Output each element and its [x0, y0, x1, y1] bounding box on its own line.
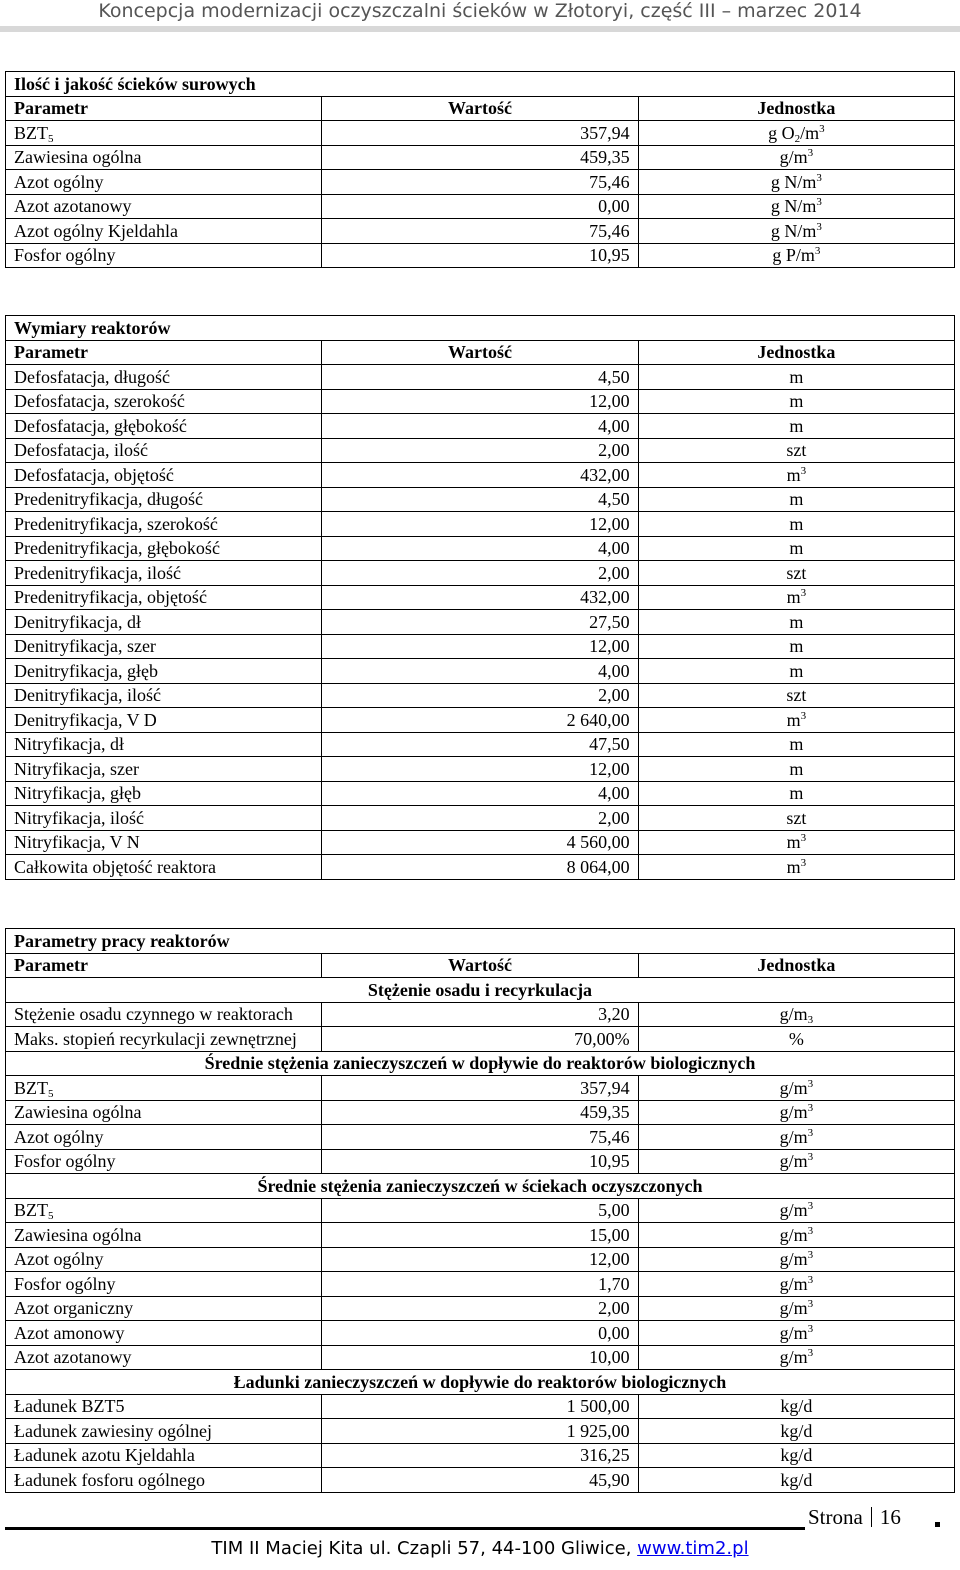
- value-cell: 2,00: [322, 806, 638, 831]
- value-cell: 75,46: [322, 219, 638, 244]
- unit-cell: $g/m^3$: [638, 1076, 954, 1101]
- unit-cell: $g/m^3$: [638, 1149, 954, 1174]
- table-row: [6, 145, 955, 170]
- table-row: [6, 219, 955, 244]
- table-row: [6, 634, 955, 659]
- footer-rule: [5, 1527, 805, 1530]
- unit-cell: m: [638, 634, 954, 659]
- value-cell: 10,95: [322, 243, 638, 268]
- footer-website-link[interactable]: www.tim2.pl: [637, 1538, 749, 1559]
- table-row: [6, 1149, 955, 1174]
- value-cell: 4,00: [322, 536, 638, 561]
- column-header-parametr: Parametr: [6, 953, 322, 978]
- unit-cell: $g/m^3$: [638, 1100, 954, 1125]
- parameter-cell: Defosfatacja, głębokość: [6, 414, 322, 439]
- unit-cell: szt: [638, 561, 954, 586]
- table-title-row: [6, 72, 955, 97]
- table-row: [6, 1321, 955, 1346]
- table-title-row: [6, 316, 955, 341]
- reactor-dimensions-table: [5, 315, 955, 880]
- parameter-cell: Ładunek zawiesiny ogólnej: [6, 1419, 322, 1444]
- table-row: [6, 585, 955, 610]
- section-heading: Średnie stężenia zanieczyszczeń w dopływie do reaktorów biologicznych: [6, 1051, 955, 1076]
- unit-cell: m: [638, 487, 954, 512]
- unit-cell: kg/d: [638, 1443, 954, 1468]
- value-cell: 4,50: [322, 365, 638, 390]
- parameter-cell: Zawiesina ogólna: [6, 1100, 322, 1125]
- parameter-cell: Defosfatacja, długość: [6, 365, 322, 390]
- value-cell: 316,25: [322, 1443, 638, 1468]
- unit-cell: szt: [638, 806, 954, 831]
- parameter-cell: $BZT_5$: [6, 1076, 322, 1101]
- column-header-jednostka: Jednostka: [638, 340, 954, 365]
- column-header-parametr: Parametr: [6, 96, 322, 121]
- value-cell: 45,90: [322, 1468, 638, 1493]
- column-header-jednostka: Jednostka: [638, 953, 954, 978]
- parameter-cell: Defosfatacja, objętość: [6, 463, 322, 488]
- unit-cell: g $O_2/m^3$: [638, 121, 954, 146]
- parameter-cell: Denitryfikacja, dł: [6, 610, 322, 635]
- parameter-cell: Predenitryfikacja, długość: [6, 487, 322, 512]
- section-row: [6, 978, 955, 1003]
- table-row: [6, 1443, 955, 1468]
- unit-cell: $m^3$: [638, 855, 954, 880]
- parameter-cell: Azot ogólny Kjeldahla: [6, 219, 322, 244]
- unit-cell: $g/m_3$: [638, 1002, 954, 1027]
- table-row: [6, 610, 955, 635]
- value-cell: 0,00: [322, 194, 638, 219]
- parameter-cell: Maks. stopień recyrkulacji zewnętrznej: [6, 1027, 322, 1052]
- value-cell: 0,00: [322, 1321, 638, 1346]
- table-row: [6, 781, 955, 806]
- table-row: [6, 1125, 955, 1150]
- value-cell: 70,00%: [322, 1027, 638, 1052]
- section-row: [6, 1370, 955, 1395]
- value-cell: 4,00: [322, 781, 638, 806]
- parameter-cell: Stężenie osadu czynnego w reaktorach: [6, 1002, 322, 1027]
- unit-cell: m: [638, 732, 954, 757]
- unit-cell: $g/m^3$: [638, 1247, 954, 1272]
- page-label: Strona: [808, 1505, 863, 1529]
- parameter-cell: Predenitryfikacja, ilość: [6, 561, 322, 586]
- value-cell: 8 064,00: [322, 855, 638, 880]
- table-row: [6, 830, 955, 855]
- table-row: [6, 1468, 955, 1493]
- value-cell: 12,00: [322, 634, 638, 659]
- unit-cell: %: [638, 1027, 954, 1052]
- parameter-cell: Zawiesina ogólna: [6, 1223, 322, 1248]
- parameter-cell: Azot ogólny: [6, 170, 322, 195]
- parameter-cell: Predenitryfikacja, szerokość: [6, 512, 322, 537]
- unit-cell: szt: [638, 438, 954, 463]
- table-row: [6, 1345, 955, 1370]
- table-row: [6, 121, 955, 146]
- table-row: [6, 1247, 955, 1272]
- parameter-cell: Azot ogólny: [6, 1125, 322, 1150]
- parameter-cell: Całkowita objętość reaktora: [6, 855, 322, 880]
- parameter-cell: Fosfor ogólny: [6, 243, 322, 268]
- footer-address-text: TIM II Maciej Kita ul. Czapli 57, 44-100 Gliwice,: [211, 1538, 638, 1559]
- unit-cell: m: [638, 536, 954, 561]
- unit-cell: $m^3$: [638, 463, 954, 488]
- unit-cell: m: [638, 757, 954, 782]
- unit-cell: g $P/m^3$: [638, 243, 954, 268]
- table-header-row: [6, 96, 955, 121]
- parameter-cell: $BZT_5$: [6, 1198, 322, 1223]
- table-row: [6, 389, 955, 414]
- unit-cell: kg/d: [638, 1468, 954, 1493]
- parameter-cell: Azot ogólny: [6, 1247, 322, 1272]
- table-row: [6, 708, 955, 733]
- unit-cell: $g/m^3$: [638, 1272, 954, 1297]
- page-number-value: 16: [879, 1505, 901, 1529]
- unit-cell: $m^3$: [638, 830, 954, 855]
- table-title: Ilość i jakość ścieków surowych: [6, 72, 955, 97]
- value-cell: 5,00: [322, 1198, 638, 1223]
- value-cell: 432,00: [322, 463, 638, 488]
- column-header-wartosc: Wartość: [322, 953, 638, 978]
- value-cell: 75,46: [322, 170, 638, 195]
- table-row: [6, 170, 955, 195]
- section-row: [6, 1174, 955, 1199]
- parameter-cell: Azot azotanowy: [6, 194, 322, 219]
- table-row: [6, 1027, 955, 1052]
- unit-cell: $g/m^3$: [638, 1198, 954, 1223]
- unit-cell: m: [638, 414, 954, 439]
- value-cell: 4,00: [322, 659, 638, 684]
- parameter-cell: Azot organiczny: [6, 1296, 322, 1321]
- table-row: [6, 1198, 955, 1223]
- parameter-cell: Azot azotanowy: [6, 1345, 322, 1370]
- unit-cell: $g/m^3$: [638, 145, 954, 170]
- section-heading: Ładunki zanieczyszczeń w dopływie do reaktorów biologicznych: [6, 1370, 955, 1395]
- table-row: [6, 855, 955, 880]
- section-heading: Średnie stężenia zanieczyszczeń w ściekach oczyszczonych: [6, 1174, 955, 1199]
- parameter-cell: Denitryfikacja, V D: [6, 708, 322, 733]
- unit-cell: g $N/m^3$: [638, 219, 954, 244]
- value-cell: 357,94: [322, 1076, 638, 1101]
- table-row: [6, 659, 955, 684]
- value-cell: 459,35: [322, 145, 638, 170]
- parameter-cell: Zawiesina ogólna: [6, 145, 322, 170]
- reactor-operation-table: [5, 928, 955, 1493]
- parameter-cell: Ładunek azotu Kjeldahla: [6, 1443, 322, 1468]
- table-title-row: [6, 929, 955, 954]
- table-title: Wymiary reaktorów: [6, 316, 955, 341]
- unit-cell: m: [638, 781, 954, 806]
- page-divider: [871, 1507, 872, 1527]
- value-cell: 12,00: [322, 757, 638, 782]
- unit-cell: g $N/m^3$: [638, 194, 954, 219]
- unit-cell: $m^3$: [638, 585, 954, 610]
- value-cell: 47,50: [322, 732, 638, 757]
- table-row: [6, 561, 955, 586]
- parameter-cell: Defosfatacja, szerokość: [6, 389, 322, 414]
- table-row: [6, 1394, 955, 1419]
- parameter-cell: Defosfatacja, ilość: [6, 438, 322, 463]
- value-cell: 2,00: [322, 438, 638, 463]
- table-row: [6, 194, 955, 219]
- value-cell: 2,00: [322, 1296, 638, 1321]
- table-row: [6, 732, 955, 757]
- parameter-cell: Nitryfikacja, szer: [6, 757, 322, 782]
- unit-cell: m: [638, 610, 954, 635]
- table-row: [6, 1296, 955, 1321]
- parameter-cell: Predenitryfikacja, objętość: [6, 585, 322, 610]
- value-cell: 10,95: [322, 1149, 638, 1174]
- value-cell: 10,00: [322, 1345, 638, 1370]
- section-heading: Stężenie osadu i recyrkulacja: [6, 978, 955, 1003]
- header-rule: [0, 26, 960, 32]
- unit-cell: m: [638, 659, 954, 684]
- parameter-cell: Ładunek BZT5: [6, 1394, 322, 1419]
- value-cell: 459,35: [322, 1100, 638, 1125]
- parameter-cell: Nitryfikacja, dł: [6, 732, 322, 757]
- unit-cell: kg/d: [638, 1394, 954, 1419]
- table-row: [6, 536, 955, 561]
- value-cell: 432,00: [322, 585, 638, 610]
- value-cell: 4,00: [322, 414, 638, 439]
- table-row: [6, 487, 955, 512]
- value-cell: 12,00: [322, 512, 638, 537]
- value-cell: 1,70: [322, 1272, 638, 1297]
- unit-cell: m: [638, 512, 954, 537]
- value-cell: 1 925,00: [322, 1419, 638, 1444]
- value-cell: 4 560,00: [322, 830, 638, 855]
- table-header-row: [6, 340, 955, 365]
- unit-cell: kg/d: [638, 1419, 954, 1444]
- parameter-cell: Nitryfikacja, V N: [6, 830, 322, 855]
- parameter-cell: Nitryfikacja, głęb: [6, 781, 322, 806]
- parameter-cell: Fosfor ogólny: [6, 1272, 322, 1297]
- running-header: Koncepcja modernizacji oczyszczalni ścieków w Złotoryi, część III – marzec 2014: [98, 0, 862, 22]
- value-cell: 1 500,00: [322, 1394, 638, 1419]
- parameter-cell: Nitryfikacja, ilość: [6, 806, 322, 831]
- table-row: [6, 438, 955, 463]
- unit-cell: m: [638, 389, 954, 414]
- parameter-cell: Ładunek fosforu ogólnego: [6, 1468, 322, 1493]
- raw-sewage-table: [5, 71, 955, 268]
- value-cell: 357,94: [322, 121, 638, 146]
- unit-cell: $g/m^3$: [638, 1296, 954, 1321]
- value-cell: 2 640,00: [322, 708, 638, 733]
- unit-cell: szt: [638, 683, 954, 708]
- table-row: [6, 1272, 955, 1297]
- parameter-cell: $BZT_5$: [6, 121, 322, 146]
- table-row: [6, 365, 955, 390]
- table-row: [6, 414, 955, 439]
- unit-cell: $g/m^3$: [638, 1345, 954, 1370]
- unit-cell: m: [638, 365, 954, 390]
- unit-cell: $g/m^3$: [638, 1223, 954, 1248]
- table-row: [6, 757, 955, 782]
- value-cell: 4,50: [322, 487, 638, 512]
- value-cell: 12,00: [322, 1247, 638, 1272]
- value-cell: 2,00: [322, 683, 638, 708]
- value-cell: 2,00: [322, 561, 638, 586]
- table-title: Parametry pracy reaktorów: [6, 929, 955, 954]
- table-row: [6, 806, 955, 831]
- column-header-wartosc: Wartość: [322, 340, 638, 365]
- table-row: [6, 1223, 955, 1248]
- unit-cell: $m^3$: [638, 708, 954, 733]
- footer-address: [0, 1538, 960, 1559]
- footer-dot: [935, 1522, 940, 1527]
- parameter-cell: Denitryfikacja, ilość: [6, 683, 322, 708]
- table-row: [6, 1100, 955, 1125]
- value-cell: 12,00: [322, 389, 638, 414]
- parameter-cell: Azot amonowy: [6, 1321, 322, 1346]
- parameter-cell: Predenitryfikacja, głębokość: [6, 536, 322, 561]
- parameter-cell: Denitryfikacja, głęb: [6, 659, 322, 684]
- value-cell: 3,20: [322, 1002, 638, 1027]
- unit-cell: g $N/m^3$: [638, 170, 954, 195]
- table-row: [6, 463, 955, 488]
- page-number: [808, 1505, 901, 1530]
- unit-cell: $g/m^3$: [638, 1321, 954, 1346]
- value-cell: 27,50: [322, 610, 638, 635]
- parameter-cell: Fosfor ogólny: [6, 1149, 322, 1174]
- table-header-row: [6, 953, 955, 978]
- unit-cell: $g/m^3$: [638, 1125, 954, 1150]
- table-row: [6, 683, 955, 708]
- section-row: [6, 1051, 955, 1076]
- column-header-parametr: Parametr: [6, 340, 322, 365]
- column-header-wartosc: Wartość: [322, 96, 638, 121]
- table-row: [6, 512, 955, 537]
- table-row: [6, 1076, 955, 1101]
- value-cell: 75,46: [322, 1125, 638, 1150]
- column-header-jednostka: Jednostka: [638, 96, 954, 121]
- parameter-cell: Denitryfikacja, szer: [6, 634, 322, 659]
- table-row: [6, 243, 955, 268]
- table-row: [6, 1002, 955, 1027]
- table-row: [6, 1419, 955, 1444]
- value-cell: 15,00: [322, 1223, 638, 1248]
